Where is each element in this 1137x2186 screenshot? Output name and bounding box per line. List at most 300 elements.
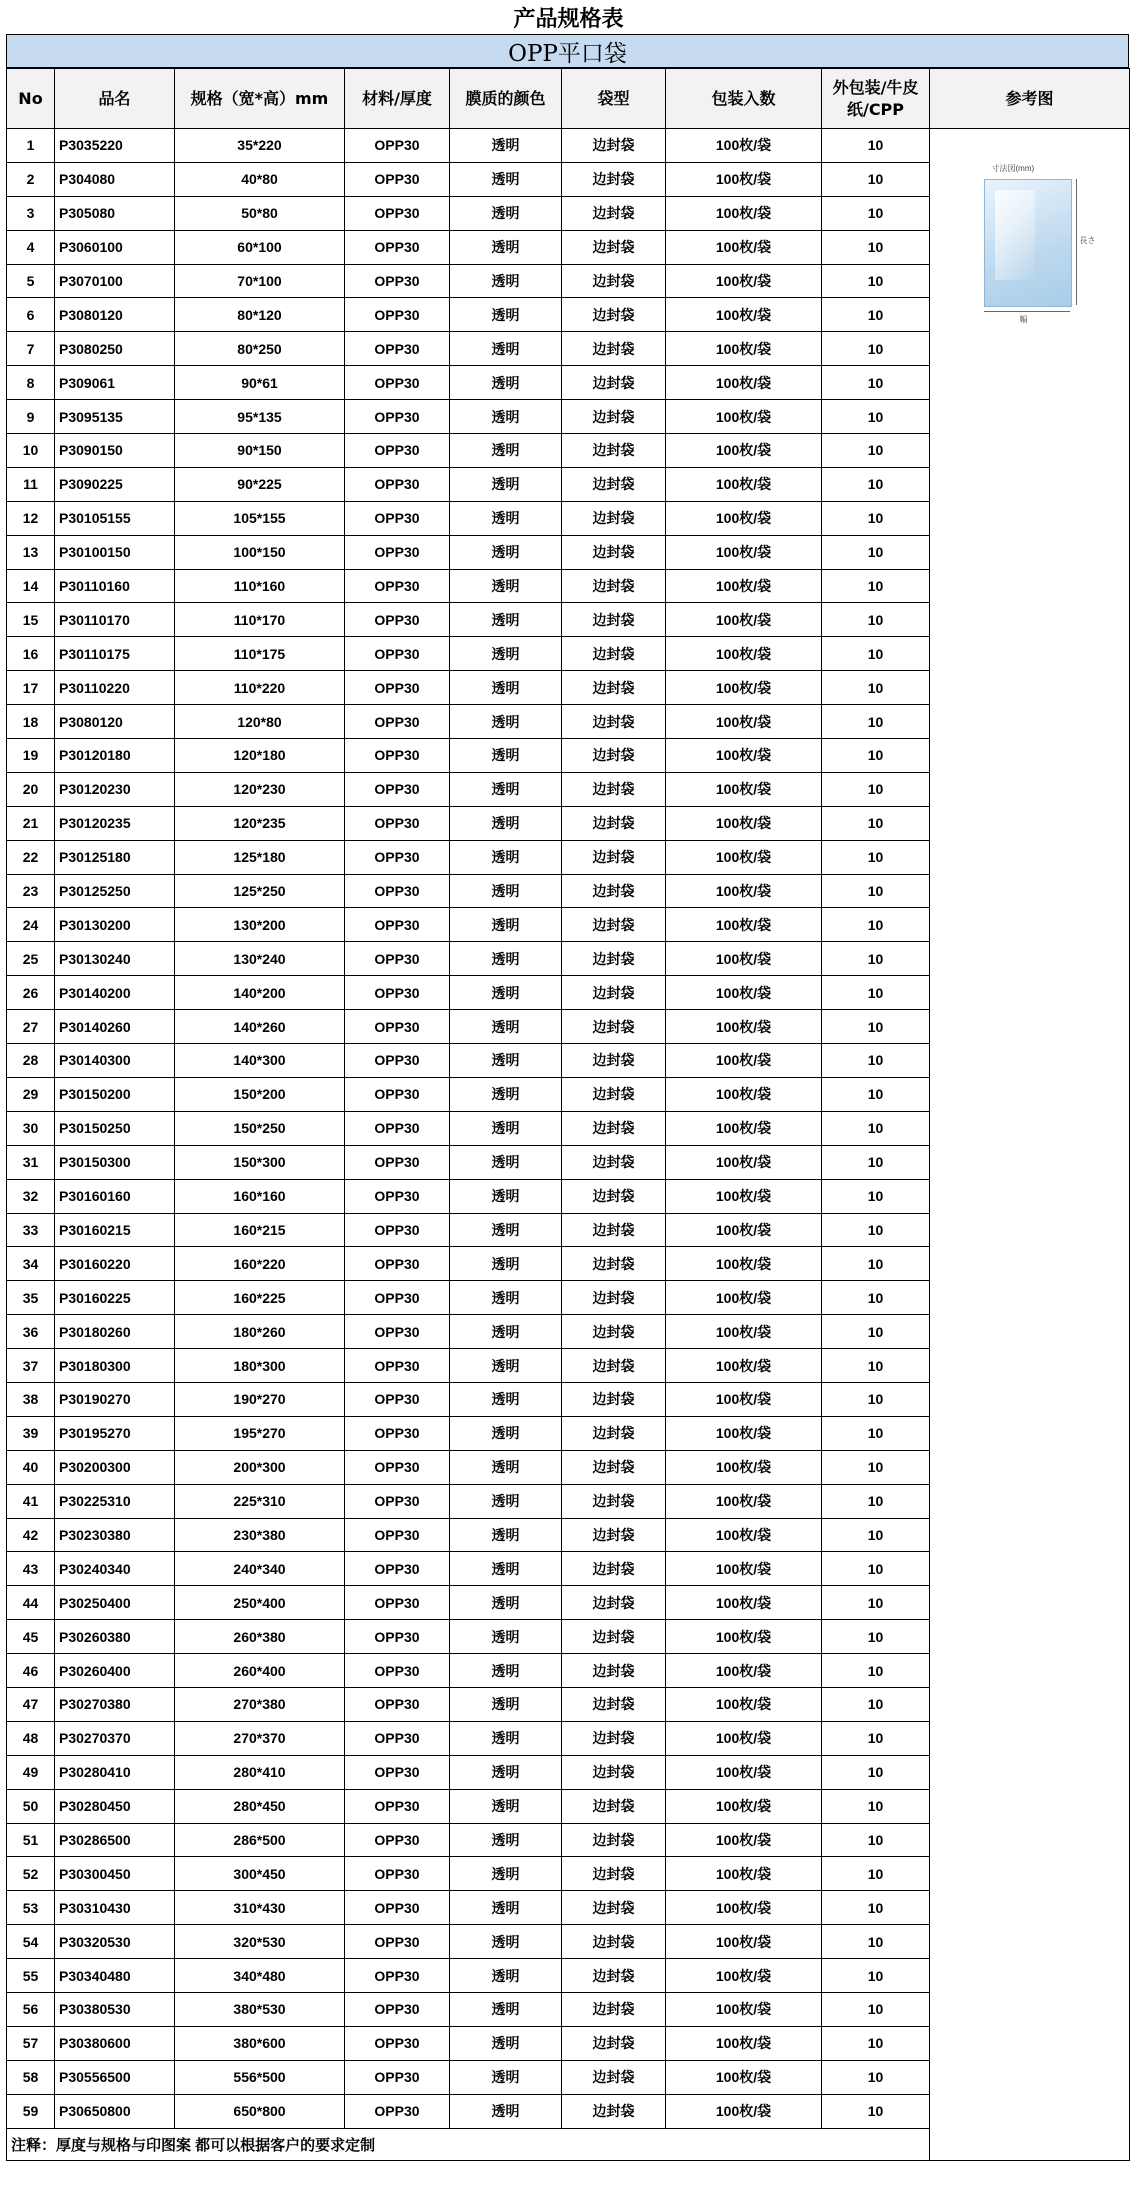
- cell-color: 透明: [450, 434, 562, 468]
- cell-material: OPP30: [345, 976, 450, 1010]
- reference-image-cell: [930, 129, 1130, 2161]
- cell-material: OPP30: [345, 196, 450, 230]
- cell-color: 透明: [450, 705, 562, 739]
- cell-color: 透明: [450, 1992, 562, 2026]
- cell-size: 140*300: [175, 1044, 345, 1078]
- cell-material: OPP30: [345, 1213, 450, 1247]
- cell-name: P30100150: [55, 535, 175, 569]
- spec-table: [6, 68, 1130, 2161]
- cell-name: P30240340: [55, 1552, 175, 1586]
- cell-bag-type: 边封袋: [562, 942, 666, 976]
- cell-name: P3080250: [55, 332, 175, 366]
- cell-outer-pack: 10: [822, 1145, 930, 1179]
- cell-no: 36: [7, 1315, 55, 1349]
- cell-size: 286*500: [175, 1823, 345, 1857]
- product-banner: OPP平口袋: [6, 34, 1129, 68]
- width-dimension-line: [984, 311, 1070, 312]
- cell-color: 透明: [450, 772, 562, 806]
- cell-outer-pack: 10: [822, 637, 930, 671]
- cell-pack-qty: 100枚/袋: [666, 671, 822, 705]
- cell-outer-pack: 10: [822, 1179, 930, 1213]
- cell-name: P30110170: [55, 603, 175, 637]
- cell-outer-pack: 10: [822, 535, 930, 569]
- cell-color: 透明: [450, 1891, 562, 1925]
- cell-material: OPP30: [345, 1484, 450, 1518]
- cell-name: P30120235: [55, 806, 175, 840]
- cell-pack-qty: 100枚/袋: [666, 1992, 822, 2026]
- cell-name: P30160215: [55, 1213, 175, 1247]
- cell-pack-qty: 100枚/袋: [666, 162, 822, 196]
- cell-size: 195*270: [175, 1416, 345, 1450]
- cell-pack-qty: 100枚/袋: [666, 1315, 822, 1349]
- cell-color: 透明: [450, 1687, 562, 1721]
- cell-size: 120*230: [175, 772, 345, 806]
- cell-name: P3080120: [55, 705, 175, 739]
- cell-pack-qty: 100枚/袋: [666, 535, 822, 569]
- cell-size: 130*240: [175, 942, 345, 976]
- cell-no: 50: [7, 1789, 55, 1823]
- cell-material: OPP30: [345, 1755, 450, 1789]
- cell-pack-qty: 100枚/袋: [666, 1891, 822, 1925]
- cell-name: P30150250: [55, 1111, 175, 1145]
- footnote: 注释：厚度与规格与印图案 都可以根据客户的要求定制: [7, 2128, 930, 2160]
- cell-pack-qty: 100枚/袋: [666, 1077, 822, 1111]
- cell-size: 60*100: [175, 230, 345, 264]
- cell-pack-qty: 100枚/袋: [666, 2026, 822, 2060]
- cell-size: 80*120: [175, 298, 345, 332]
- cell-name: P30150200: [55, 1077, 175, 1111]
- cell-no: 55: [7, 1959, 55, 1993]
- cell-size: 125*250: [175, 874, 345, 908]
- cell-material: OPP30: [345, 2026, 450, 2060]
- cell-outer-pack: 10: [822, 1010, 930, 1044]
- cell-no: 7: [7, 332, 55, 366]
- cell-name: P30105155: [55, 501, 175, 535]
- cell-no: 30: [7, 1111, 55, 1145]
- cell-size: 190*270: [175, 1382, 345, 1416]
- cell-size: 110*160: [175, 569, 345, 603]
- cell-name: P30300450: [55, 1857, 175, 1891]
- cell-color: 透明: [450, 569, 562, 603]
- cell-no: 21: [7, 806, 55, 840]
- cell-name: P3035220: [55, 129, 175, 163]
- cell-no: 59: [7, 2094, 55, 2128]
- cell-no: 22: [7, 840, 55, 874]
- cell-material: OPP30: [345, 1416, 450, 1450]
- cell-name: P30286500: [55, 1823, 175, 1857]
- cell-size: 280*450: [175, 1789, 345, 1823]
- cell-pack-qty: 100枚/袋: [666, 806, 822, 840]
- spec-body: [7, 129, 1130, 2161]
- cell-no: 35: [7, 1281, 55, 1315]
- cell-pack-qty: 100枚/袋: [666, 1416, 822, 1450]
- cell-size: 250*400: [175, 1586, 345, 1620]
- cell-outer-pack: 10: [822, 840, 930, 874]
- cell-outer-pack: 10: [822, 1077, 930, 1111]
- cell-name: P3095135: [55, 400, 175, 434]
- cell-pack-qty: 100枚/袋: [666, 366, 822, 400]
- cell-outer-pack: 10: [822, 1281, 930, 1315]
- cell-pack-qty: 100枚/袋: [666, 603, 822, 637]
- cell-pack-qty: 100枚/袋: [666, 1789, 822, 1823]
- cell-outer-pack: 10: [822, 1823, 930, 1857]
- cell-material: OPP30: [345, 501, 450, 535]
- cell-color: 透明: [450, 332, 562, 366]
- cell-bag-type: 边封袋: [562, 1281, 666, 1315]
- cell-pack-qty: 100枚/袋: [666, 1382, 822, 1416]
- cell-size: 160*220: [175, 1247, 345, 1281]
- cell-material: OPP30: [345, 1687, 450, 1721]
- cell-color: 透明: [450, 400, 562, 434]
- cell-bag-type: 边封袋: [562, 1010, 666, 1044]
- cell-pack-qty: 100枚/袋: [666, 1213, 822, 1247]
- cell-bag-type: 边封袋: [562, 1484, 666, 1518]
- cell-material: OPP30: [345, 1654, 450, 1688]
- cell-bag-type: 边封袋: [562, 467, 666, 501]
- cell-size: 90*61: [175, 366, 345, 400]
- table-row: [7, 129, 1130, 163]
- cell-bag-type: 边封袋: [562, 1925, 666, 1959]
- cell-pack-qty: 100枚/袋: [666, 1044, 822, 1078]
- header-row: [7, 69, 1130, 129]
- cell-name: P30125250: [55, 874, 175, 908]
- cell-bag-type: 边封袋: [562, 2094, 666, 2128]
- cell-no: 14: [7, 569, 55, 603]
- cell-name: P30320530: [55, 1925, 175, 1959]
- cell-outer-pack: 10: [822, 1925, 930, 1959]
- header-ref-image: 参考图: [930, 69, 1130, 129]
- cell-bag-type: 边封袋: [562, 1179, 666, 1213]
- cell-color: 透明: [450, 1382, 562, 1416]
- cell-pack-qty: 100枚/袋: [666, 501, 822, 535]
- cell-material: OPP30: [345, 230, 450, 264]
- cell-material: OPP30: [345, 1891, 450, 1925]
- cell-bag-type: 边封袋: [562, 1823, 666, 1857]
- cell-outer-pack: 10: [822, 1450, 930, 1484]
- cell-bag-type: 边封袋: [562, 501, 666, 535]
- cell-pack-qty: 100枚/袋: [666, 1010, 822, 1044]
- cell-no: 45: [7, 1620, 55, 1654]
- cell-name: P30160160: [55, 1179, 175, 1213]
- cell-size: 340*480: [175, 1959, 345, 1993]
- cell-outer-pack: 10: [822, 874, 930, 908]
- figure-caption: 寸法図(mm): [991, 164, 1035, 173]
- cell-name: P30110220: [55, 671, 175, 705]
- cell-size: 160*215: [175, 1213, 345, 1247]
- cell-name: P3090225: [55, 467, 175, 501]
- cell-material: OPP30: [345, 467, 450, 501]
- cell-name: P30340480: [55, 1959, 175, 1993]
- cell-no: 16: [7, 637, 55, 671]
- cell-color: 透明: [450, 806, 562, 840]
- cell-bag-type: 边封袋: [562, 1992, 666, 2026]
- cell-material: OPP30: [345, 705, 450, 739]
- cell-color: 透明: [450, 874, 562, 908]
- cell-pack-qty: 100枚/袋: [666, 298, 822, 332]
- header-outer-pack: 外包装/牛皮纸/CPP: [822, 69, 930, 129]
- header-name: 品名: [55, 69, 175, 129]
- cell-pack-qty: 100枚/袋: [666, 400, 822, 434]
- header-material: 材料/厚度: [345, 69, 450, 129]
- cell-no: 48: [7, 1721, 55, 1755]
- cell-color: 透明: [450, 1925, 562, 1959]
- cell-size: 380*600: [175, 2026, 345, 2060]
- cell-pack-qty: 100枚/袋: [666, 2060, 822, 2094]
- cell-outer-pack: 10: [822, 2026, 930, 2060]
- header-color: 膜质的颜色: [450, 69, 562, 129]
- cell-outer-pack: 10: [822, 1044, 930, 1078]
- cell-material: OPP30: [345, 1721, 450, 1755]
- cell-no: 1: [7, 129, 55, 163]
- cell-pack-qty: 100枚/袋: [666, 1857, 822, 1891]
- cell-material: OPP30: [345, 569, 450, 603]
- cell-name: P3090150: [55, 434, 175, 468]
- cell-name: P30260400: [55, 1654, 175, 1688]
- cell-bag-type: 边封袋: [562, 1755, 666, 1789]
- cell-no: 10: [7, 434, 55, 468]
- cell-size: 140*260: [175, 1010, 345, 1044]
- cell-outer-pack: 10: [822, 603, 930, 637]
- cell-name: P30280450: [55, 1789, 175, 1823]
- cell-bag-type: 边封袋: [562, 1077, 666, 1111]
- height-dimension-line: [1076, 179, 1077, 305]
- cell-pack-qty: 100枚/袋: [666, 467, 822, 501]
- cell-outer-pack: 10: [822, 1959, 930, 1993]
- cell-material: OPP30: [345, 434, 450, 468]
- cell-name: P30110160: [55, 569, 175, 603]
- cell-pack-qty: 100枚/袋: [666, 1620, 822, 1654]
- cell-size: 260*400: [175, 1654, 345, 1688]
- cell-name: P30180260: [55, 1315, 175, 1349]
- cell-no: 17: [7, 671, 55, 705]
- cell-color: 透明: [450, 1450, 562, 1484]
- cell-name: P30260380: [55, 1620, 175, 1654]
- cell-pack-qty: 100枚/袋: [666, 264, 822, 298]
- cell-material: OPP30: [345, 1179, 450, 1213]
- cell-no: 40: [7, 1450, 55, 1484]
- cell-color: 透明: [450, 942, 562, 976]
- cell-color: 透明: [450, 671, 562, 705]
- cell-material: OPP30: [345, 908, 450, 942]
- cell-pack-qty: 100枚/袋: [666, 434, 822, 468]
- cell-size: 225*310: [175, 1484, 345, 1518]
- cell-color: 透明: [450, 1247, 562, 1281]
- cell-size: 105*155: [175, 501, 345, 535]
- cell-color: 透明: [450, 1755, 562, 1789]
- cell-pack-qty: 100枚/袋: [666, 1552, 822, 1586]
- cell-pack-qty: 100枚/袋: [666, 1959, 822, 1993]
- cell-size: 35*220: [175, 129, 345, 163]
- cell-bag-type: 边封袋: [562, 637, 666, 671]
- cell-name: P30225310: [55, 1484, 175, 1518]
- cell-material: OPP30: [345, 264, 450, 298]
- cell-name: P30120230: [55, 772, 175, 806]
- cell-no: 54: [7, 1925, 55, 1959]
- cell-name: P30230380: [55, 1518, 175, 1552]
- cell-outer-pack: 10: [822, 569, 930, 603]
- cell-color: 透明: [450, 1111, 562, 1145]
- cell-material: OPP30: [345, 162, 450, 196]
- cell-bag-type: 边封袋: [562, 366, 666, 400]
- cell-material: OPP30: [345, 1823, 450, 1857]
- cell-outer-pack: 10: [822, 162, 930, 196]
- cell-pack-qty: 100枚/袋: [666, 1281, 822, 1315]
- cell-pack-qty: 100枚/袋: [666, 1518, 822, 1552]
- cell-color: 透明: [450, 1044, 562, 1078]
- cell-no: 24: [7, 908, 55, 942]
- cell-pack-qty: 100枚/袋: [666, 1179, 822, 1213]
- cell-material: OPP30: [345, 1450, 450, 1484]
- cell-size: 380*530: [175, 1992, 345, 2026]
- cell-size: 180*300: [175, 1349, 345, 1383]
- cell-outer-pack: 10: [822, 1620, 930, 1654]
- cell-material: OPP30: [345, 603, 450, 637]
- cell-size: 270*380: [175, 1687, 345, 1721]
- cell-size: 140*200: [175, 976, 345, 1010]
- header-size: 规格（宽*高）mm: [175, 69, 345, 129]
- cell-material: OPP30: [345, 332, 450, 366]
- cell-color: 透明: [450, 162, 562, 196]
- header-no: No: [7, 69, 55, 129]
- cell-bag-type: 边封袋: [562, 739, 666, 773]
- cell-size: 90*225: [175, 467, 345, 501]
- cell-outer-pack: 10: [822, 739, 930, 773]
- cell-material: OPP30: [345, 1518, 450, 1552]
- cell-name: P30190270: [55, 1382, 175, 1416]
- cell-outer-pack: 10: [822, 1349, 930, 1383]
- cell-pack-qty: 100枚/袋: [666, 1450, 822, 1484]
- cell-no: 41: [7, 1484, 55, 1518]
- cell-bag-type: 边封袋: [562, 2026, 666, 2060]
- cell-color: 透明: [450, 1213, 562, 1247]
- cell-name: P309061: [55, 366, 175, 400]
- width-label: 幅: [1019, 315, 1028, 324]
- cell-size: 110*170: [175, 603, 345, 637]
- cell-pack-qty: 100枚/袋: [666, 1111, 822, 1145]
- cell-outer-pack: 10: [822, 1721, 930, 1755]
- cell-outer-pack: 10: [822, 1315, 930, 1349]
- cell-material: OPP30: [345, 1959, 450, 1993]
- cell-bag-type: 边封袋: [562, 535, 666, 569]
- cell-bag-type: 边封袋: [562, 569, 666, 603]
- cell-color: 透明: [450, 908, 562, 942]
- cell-size: 120*235: [175, 806, 345, 840]
- cell-outer-pack: 10: [822, 264, 930, 298]
- cell-outer-pack: 10: [822, 1857, 930, 1891]
- cell-name: P30270380: [55, 1687, 175, 1721]
- cell-pack-qty: 100枚/袋: [666, 1687, 822, 1721]
- cell-bag-type: 边封袋: [562, 1586, 666, 1620]
- cell-pack-qty: 100枚/袋: [666, 739, 822, 773]
- cell-bag-type: 边封袋: [562, 1315, 666, 1349]
- cell-bag-type: 边封袋: [562, 705, 666, 739]
- cell-material: OPP30: [345, 129, 450, 163]
- cell-outer-pack: 10: [822, 705, 930, 739]
- cell-material: OPP30: [345, 840, 450, 874]
- cell-pack-qty: 100枚/袋: [666, 908, 822, 942]
- cell-color: 透明: [450, 467, 562, 501]
- cell-pack-qty: 100枚/袋: [666, 1484, 822, 1518]
- cell-bag-type: 边封袋: [562, 264, 666, 298]
- cell-name: P30200300: [55, 1450, 175, 1484]
- cell-color: 透明: [450, 1789, 562, 1823]
- cell-outer-pack: 10: [822, 671, 930, 705]
- cell-material: OPP30: [345, 298, 450, 332]
- cell-pack-qty: 100枚/袋: [666, 569, 822, 603]
- cell-outer-pack: 10: [822, 942, 930, 976]
- cell-color: 透明: [450, 1077, 562, 1111]
- cell-outer-pack: 10: [822, 1891, 930, 1925]
- cell-no: 44: [7, 1586, 55, 1620]
- cell-bag-type: 边封袋: [562, 1450, 666, 1484]
- cell-outer-pack: 10: [822, 1518, 930, 1552]
- cell-bag-type: 边封袋: [562, 1789, 666, 1823]
- cell-name: P30130240: [55, 942, 175, 976]
- cell-bag-type: 边封袋: [562, 1654, 666, 1688]
- cell-outer-pack: 10: [822, 1416, 930, 1450]
- cell-no: 58: [7, 2060, 55, 2094]
- cell-no: 47: [7, 1687, 55, 1721]
- cell-material: OPP30: [345, 1925, 450, 1959]
- page-title: 产品规格表: [513, 5, 624, 32]
- cell-pack-qty: 100枚/袋: [666, 332, 822, 366]
- cell-no: 31: [7, 1145, 55, 1179]
- cell-outer-pack: 10: [822, 366, 930, 400]
- cell-no: 57: [7, 2026, 55, 2060]
- header-pack-qty: 包装入数: [666, 69, 822, 129]
- cell-size: 160*160: [175, 1179, 345, 1213]
- cell-name: P30160220: [55, 1247, 175, 1281]
- cell-material: OPP30: [345, 1111, 450, 1145]
- cell-no: 49: [7, 1755, 55, 1789]
- cell-no: 3: [7, 196, 55, 230]
- cell-bag-type: 边封袋: [562, 806, 666, 840]
- cell-bag-type: 边封袋: [562, 434, 666, 468]
- cell-color: 透明: [450, 2094, 562, 2128]
- cell-outer-pack: 10: [822, 1382, 930, 1416]
- cell-size: 280*410: [175, 1755, 345, 1789]
- cell-bag-type: 边封袋: [562, 1959, 666, 1993]
- cell-material: OPP30: [345, 1620, 450, 1654]
- cell-color: 透明: [450, 1823, 562, 1857]
- cell-outer-pack: 10: [822, 2060, 930, 2094]
- cell-pack-qty: 100枚/袋: [666, 1654, 822, 1688]
- cell-no: 33: [7, 1213, 55, 1247]
- cell-outer-pack: 10: [822, 908, 930, 942]
- cell-size: 80*250: [175, 332, 345, 366]
- cell-material: OPP30: [345, 1382, 450, 1416]
- cell-outer-pack: 10: [822, 1213, 930, 1247]
- cell-bag-type: 边封袋: [562, 1857, 666, 1891]
- cell-outer-pack: 10: [822, 298, 930, 332]
- cell-bag-type: 边封袋: [562, 230, 666, 264]
- cell-outer-pack: 10: [822, 1755, 930, 1789]
- bag-reference-figure: [970, 163, 1096, 324]
- cell-color: 透明: [450, 739, 562, 773]
- cell-pack-qty: 100枚/袋: [666, 196, 822, 230]
- cell-material: OPP30: [345, 806, 450, 840]
- cell-size: 310*430: [175, 1891, 345, 1925]
- cell-outer-pack: 10: [822, 1552, 930, 1586]
- cell-bag-type: 边封袋: [562, 1213, 666, 1247]
- cell-color: 透明: [450, 976, 562, 1010]
- cell-no: 37: [7, 1349, 55, 1383]
- cell-no: 29: [7, 1077, 55, 1111]
- cell-outer-pack: 10: [822, 332, 930, 366]
- cell-material: OPP30: [345, 1857, 450, 1891]
- cell-no: 4: [7, 230, 55, 264]
- cell-pack-qty: 100枚/袋: [666, 230, 822, 264]
